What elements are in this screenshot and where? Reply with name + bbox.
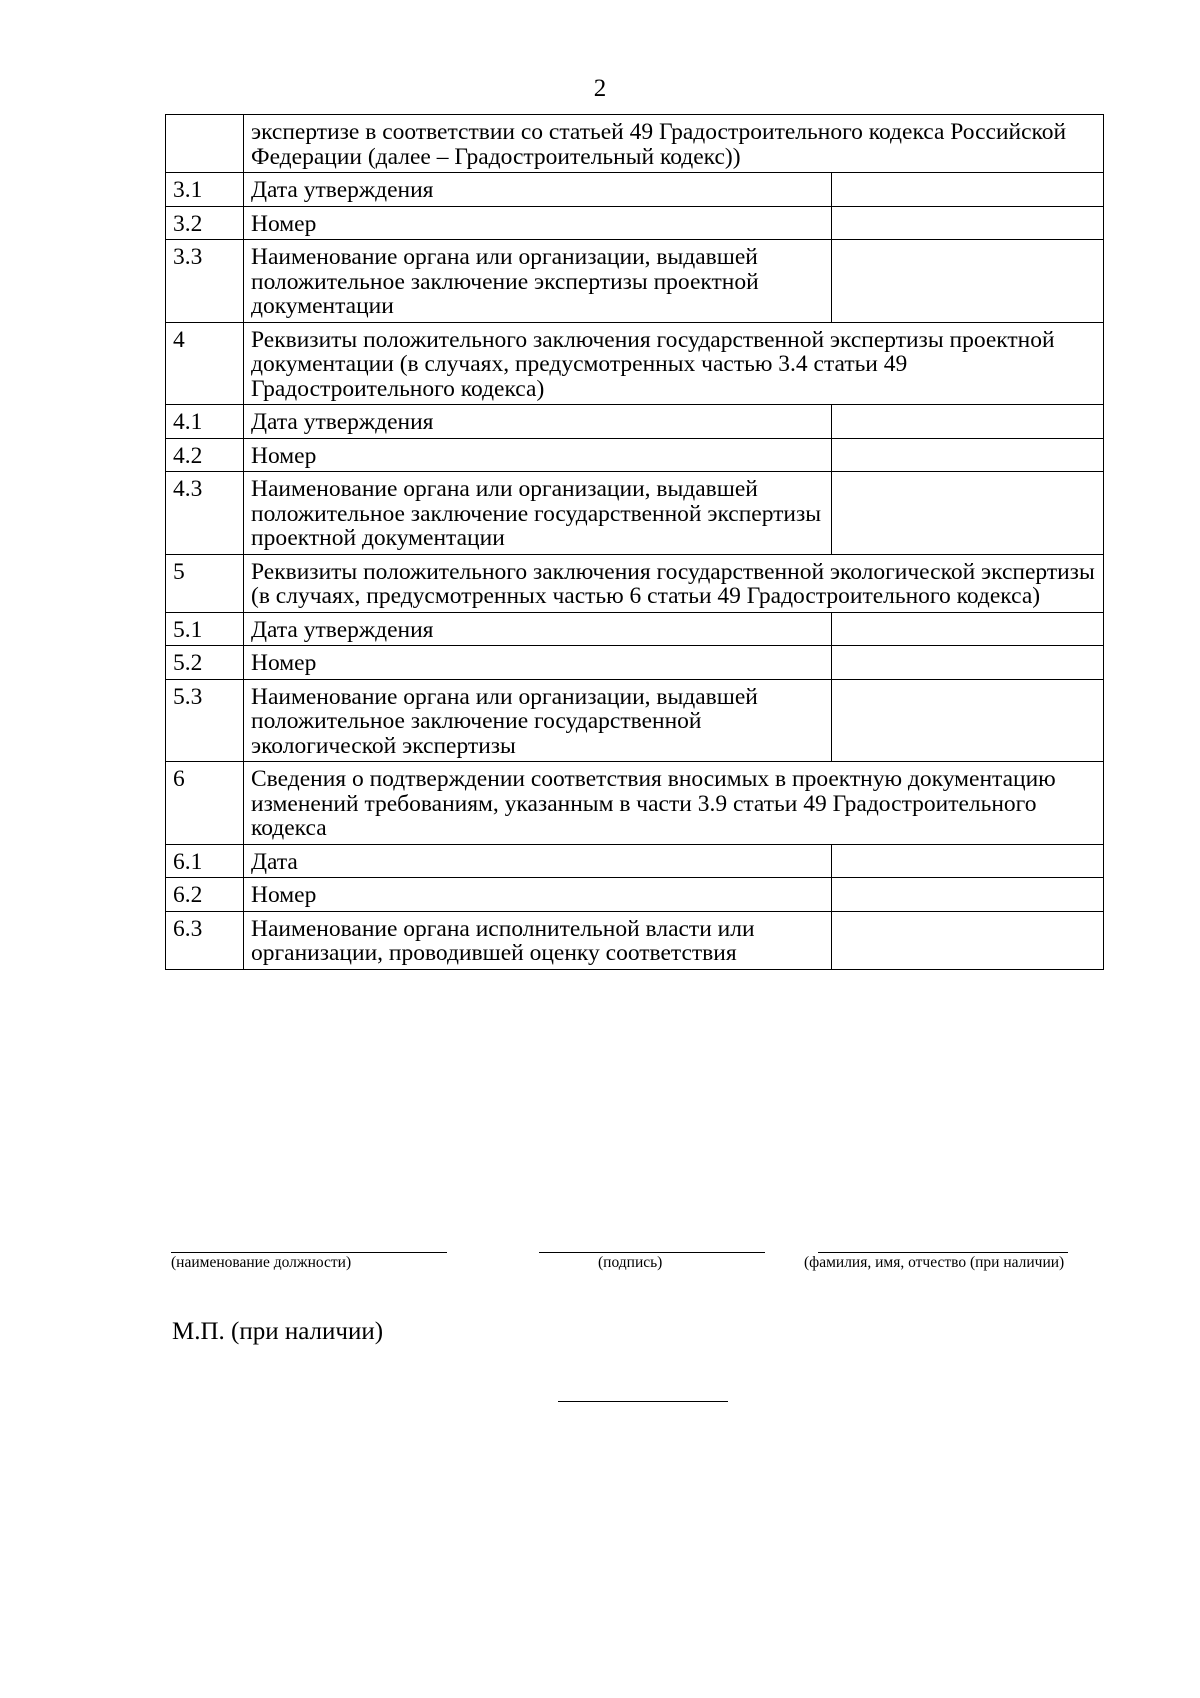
row-label-cell: Номер xyxy=(244,878,832,912)
full-name-caption: (фамилия, имя, отчество (при наличии) xyxy=(804,1254,1065,1271)
row-label-cell: Дата утверждения xyxy=(244,173,832,207)
requisites-table-body xyxy=(166,115,1104,970)
row-label-cell: Дата xyxy=(244,844,832,878)
row-number-cell: 5 xyxy=(166,554,244,612)
row-number-cell: 4 xyxy=(166,322,244,405)
signature-block xyxy=(165,1240,1125,1280)
row-number-cell: 3.1 xyxy=(166,173,244,207)
position-caption: (наименование должности) xyxy=(171,1254,352,1271)
row-label-cell: Реквизиты положительного заключения государственной экологической экспертизы (в случаях, предусмотренных частью 6 статьи 49 Градостроительного кодекса) xyxy=(244,554,1104,612)
row-label-cell: Наименование органа или организации, выдавшей положительное заключение государственной экологической экспертизы xyxy=(244,679,832,762)
row-label-cell: Сведения о подтверждении соответствия вносимых в проектную документацию изменений требованиям, указанным в части 3.9 статьи 49 Градостроительного кодекса xyxy=(244,762,1104,845)
row-number-cell: 6.3 xyxy=(166,911,244,969)
table-row xyxy=(166,911,1104,969)
table-row xyxy=(166,679,1104,762)
row-value-cell[interactable] xyxy=(832,844,1104,878)
row-value-cell[interactable] xyxy=(832,240,1104,323)
table-section-row xyxy=(166,554,1104,612)
row-number-cell: 4.2 xyxy=(166,438,244,472)
table-row xyxy=(166,844,1104,878)
row-value-cell[interactable] xyxy=(832,206,1104,240)
row-number-cell: 6.2 xyxy=(166,878,244,912)
row-value-cell[interactable] xyxy=(832,646,1104,680)
row-number-cell xyxy=(166,115,244,173)
table-row xyxy=(166,173,1104,207)
row-number-cell: 3.3 xyxy=(166,240,244,323)
row-label-cell: Номер xyxy=(244,646,832,680)
end-rule xyxy=(558,1401,728,1402)
row-value-cell[interactable] xyxy=(832,679,1104,762)
row-label-cell: экспертизе в соответствии со статьей 49 Градостроительного кодекса Российской Федерации (далее – Градостроительный кодекс)) xyxy=(244,115,1104,173)
table-row xyxy=(166,240,1104,323)
row-value-cell[interactable] xyxy=(832,878,1104,912)
signature-caption: (подпись) xyxy=(598,1254,663,1271)
row-number-cell: 6.1 xyxy=(166,844,244,878)
table-row xyxy=(166,206,1104,240)
row-number-cell: 5.1 xyxy=(166,612,244,646)
page-number: 2 xyxy=(593,75,607,102)
table-row xyxy=(166,405,1104,439)
table-row xyxy=(166,612,1104,646)
row-value-cell[interactable] xyxy=(832,173,1104,207)
row-label-cell: Реквизиты положительного заключения государственной экспертизы проектной документации (в случаях, предусмотренных частью 3.4 статьи 49 Градостроительного кодекса) xyxy=(244,322,1104,405)
row-number-cell: 5.2 xyxy=(166,646,244,680)
table-row xyxy=(166,472,1104,555)
row-number-cell: 5.3 xyxy=(166,679,244,762)
row-label-cell: Дата утверждения xyxy=(244,405,832,439)
table-row xyxy=(166,878,1104,912)
table-row xyxy=(166,646,1104,680)
row-value-cell[interactable] xyxy=(832,438,1104,472)
table-section-row xyxy=(166,322,1104,405)
row-label-cell: Наименование органа исполнительной власти или организации, проводившей оценку соответствия xyxy=(244,911,832,969)
row-label-cell: Наименование органа или организации, выдавшей положительное заключение экспертизы проектной документации xyxy=(244,240,832,323)
table-row-continuation xyxy=(166,115,1104,173)
row-label-cell: Номер xyxy=(244,206,832,240)
row-label-cell: Номер xyxy=(244,438,832,472)
row-number-cell: 3.2 xyxy=(166,206,244,240)
row-label-cell: Дата утверждения xyxy=(244,612,832,646)
row-value-cell[interactable] xyxy=(832,911,1104,969)
row-number-cell: 6 xyxy=(166,762,244,845)
table-section-row xyxy=(166,762,1104,845)
row-label-cell: Наименование органа или организации, выдавшей положительное заключение государственной экспертизы проектной документации xyxy=(244,472,832,555)
row-value-cell[interactable] xyxy=(832,472,1104,555)
row-value-cell[interactable] xyxy=(832,405,1104,439)
table-row xyxy=(166,438,1104,472)
requisites-table xyxy=(165,114,1104,970)
row-number-cell: 4.1 xyxy=(166,405,244,439)
row-number-cell: 4.3 xyxy=(166,472,244,555)
row-value-cell[interactable] xyxy=(832,612,1104,646)
stamp-place-label: М.П. (при наличии) xyxy=(172,1318,384,1345)
